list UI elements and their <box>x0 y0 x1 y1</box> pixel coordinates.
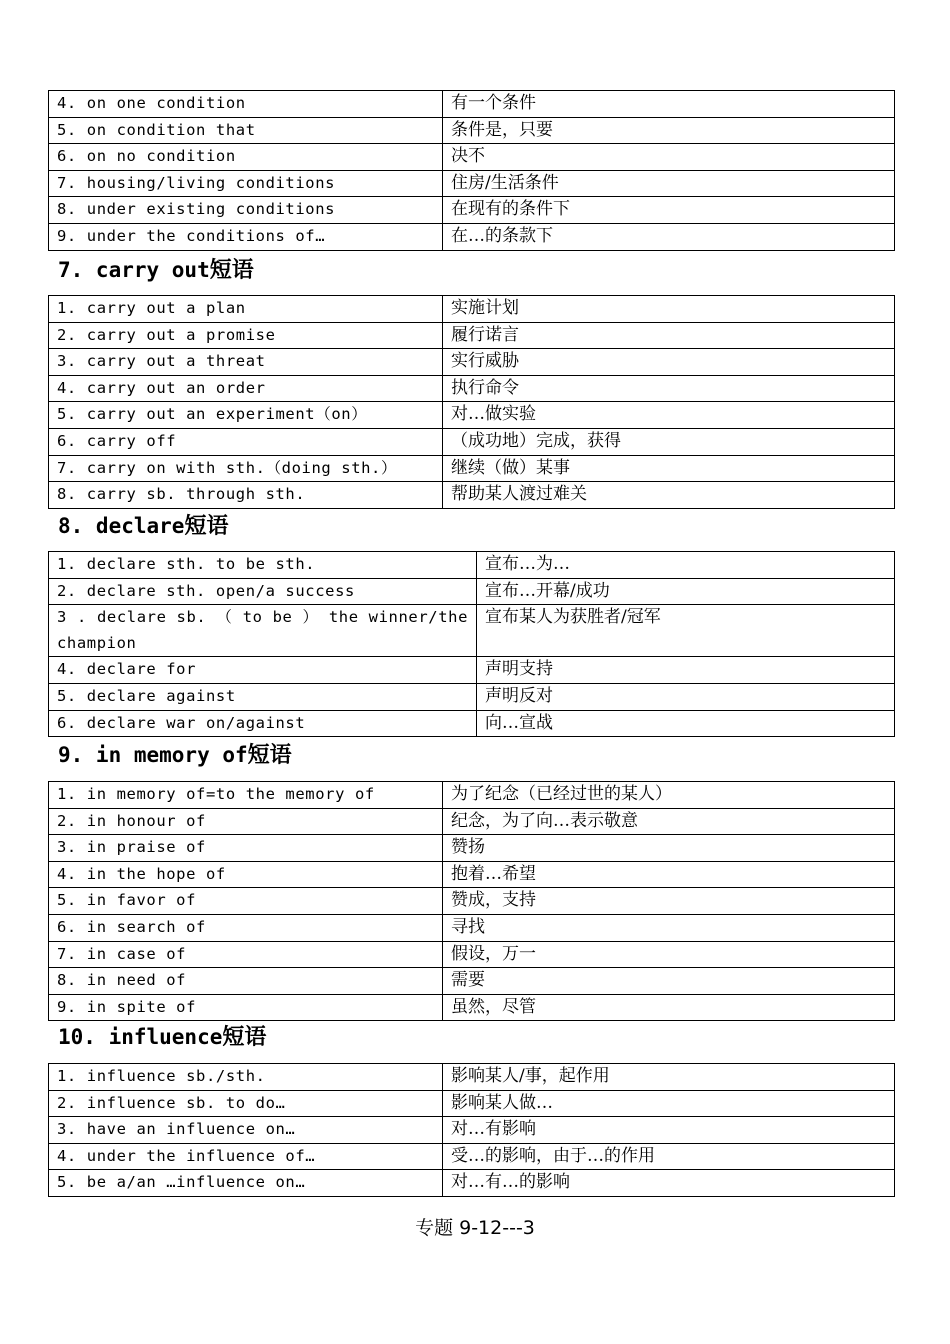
phrase-zh: 影响某人做… <box>443 1090 895 1117</box>
phrase-en: 2. carry out a promise <box>49 322 443 349</box>
phrase-zh: 抱着…希望 <box>443 861 895 888</box>
phrase-zh: 在…的条款下 <box>443 223 895 250</box>
section-heading-in-memory-of <box>58 741 292 769</box>
phrase-zh: 对…做实验 <box>443 402 895 429</box>
carry-out-phrase-table <box>48 295 895 509</box>
table-row <box>49 782 895 809</box>
table-row <box>49 861 895 888</box>
section-heading-declare <box>58 512 228 540</box>
phrase-en: 2. declare sth. open/a success <box>49 578 477 605</box>
table-row <box>49 808 895 835</box>
phrase-en: 2. in honour of <box>49 808 443 835</box>
phrase-en: 8. under existing conditions <box>49 197 443 224</box>
table-row <box>49 170 895 197</box>
table-row <box>49 1143 895 1170</box>
table-row <box>49 197 895 224</box>
phrase-en: 4. carry out an order <box>49 375 443 402</box>
table-row <box>49 375 895 402</box>
phrase-zh: 有一个条件 <box>443 91 895 118</box>
table-row <box>49 552 895 579</box>
phrase-en: 7. housing/living conditions <box>49 170 443 197</box>
phrase-zh: 向…宣战 <box>477 710 895 737</box>
table-row <box>49 428 895 455</box>
table-row <box>49 1064 895 1091</box>
phrase-en: 8. in need of <box>49 968 443 995</box>
phrase-en: 5. on condition that <box>49 117 443 144</box>
phrase-en: 5. in favor of <box>49 888 443 915</box>
table-row <box>49 914 895 941</box>
phrase-zh: 住房/生活条件 <box>443 170 895 197</box>
table-row <box>49 605 895 657</box>
phrase-zh: 决不 <box>443 144 895 171</box>
declare-phrase-table <box>48 551 895 737</box>
section-title: 8. declare <box>58 514 185 538</box>
table-row <box>49 657 895 684</box>
phrase-zh: 实行威胁 <box>443 349 895 376</box>
page-footer: 专题 9-12---3 <box>415 1217 535 1239</box>
phrase-en: 4. declare for <box>49 657 477 684</box>
phrase-zh: 声明反对 <box>477 683 895 710</box>
phrase-en: 6. declare war on/against <box>49 710 477 737</box>
phrase-zh: 赞成，支持 <box>443 888 895 915</box>
section-heading-influence <box>58 1023 266 1051</box>
phrase-en: 9. under the conditions of… <box>49 223 443 250</box>
phrase-en: 7. carry on with sth.（doing sth.） <box>49 455 443 482</box>
phrase-zh: （成功地）完成，获得 <box>443 428 895 455</box>
phrase-zh: 执行命令 <box>443 375 895 402</box>
phrase-en: 3 . declare sb. （ to be ） the winner/the champion <box>49 605 477 657</box>
phrase-en: 4. on one condition <box>49 91 443 118</box>
section-heading-carry-out <box>58 256 254 284</box>
table-row <box>49 455 895 482</box>
phrase-zh: 对…有影响 <box>443 1117 895 1144</box>
phrase-zh: 实施计划 <box>443 296 895 323</box>
section-title-zh: 短语 <box>222 1024 267 1050</box>
phrase-zh: 帮助某人渡过难关 <box>443 482 895 509</box>
phrase-en: 6. on no condition <box>49 144 443 171</box>
section-title: 10. influence <box>58 1025 223 1049</box>
phrase-en: 3. in praise of <box>49 835 443 862</box>
section-title-zh: 短语 <box>184 513 229 539</box>
phrase-zh: 宣布…开幕/成功 <box>477 578 895 605</box>
phrase-zh: 为了纪念（已经过世的某人） <box>443 782 895 809</box>
phrase-zh: 影响某人/事，起作用 <box>443 1064 895 1091</box>
phrase-en: 1. influence sb./sth. <box>49 1064 443 1091</box>
table-row <box>49 888 895 915</box>
phrase-zh: 在现有的条件下 <box>443 197 895 224</box>
table-row <box>49 117 895 144</box>
phrase-zh: 需要 <box>443 968 895 995</box>
table-row <box>49 402 895 429</box>
table-row <box>49 223 895 250</box>
phrase-zh: 对…有…的影响 <box>443 1170 895 1197</box>
table-row <box>49 1090 895 1117</box>
phrase-zh: 纪念，为了向…表示敬意 <box>443 808 895 835</box>
table-row <box>49 322 895 349</box>
phrase-en: 3. carry out a threat <box>49 349 443 376</box>
table-row <box>49 1117 895 1144</box>
table-row <box>49 296 895 323</box>
phrase-zh: 虽然，尽管 <box>443 994 895 1021</box>
table-row <box>49 144 895 171</box>
phrase-en: 5. be a/an …influence on… <box>49 1170 443 1197</box>
phrase-zh: 条件是，只要 <box>443 117 895 144</box>
phrase-en: 4. under the influence of… <box>49 1143 443 1170</box>
table-row <box>49 578 895 605</box>
phrase-zh: 宣布某人为获胜者/冠军 <box>477 605 895 657</box>
phrase-zh: 赞扬 <box>443 835 895 862</box>
section-title-zh: 短语 <box>247 742 292 768</box>
phrase-zh: 继续（做）某事 <box>443 455 895 482</box>
phrase-en: 1. in memory of=to the memory of <box>49 782 443 809</box>
table-row <box>49 349 895 376</box>
phrase-en: 2. influence sb. to do… <box>49 1090 443 1117</box>
phrase-en: 7. in case of <box>49 941 443 968</box>
phrase-en: 8. carry sb. through sth. <box>49 482 443 509</box>
phrase-en: 9. in spite of <box>49 994 443 1021</box>
section-title-zh: 短语 <box>209 257 254 283</box>
phrase-en: 3. have an influence on… <box>49 1117 443 1144</box>
table-row <box>49 482 895 509</box>
phrase-en: 4. in the hope of <box>49 861 443 888</box>
table-row <box>49 710 895 737</box>
phrase-en: 5. carry out an experiment（on） <box>49 402 443 429</box>
table-row <box>49 683 895 710</box>
phrase-zh: 宣布…为… <box>477 552 895 579</box>
phrase-en: 6. carry off <box>49 428 443 455</box>
table-row <box>49 994 895 1021</box>
influence-phrase-table <box>48 1063 895 1197</box>
conditions-phrase-table <box>48 90 895 251</box>
section-title: 9. in memory of <box>58 743 248 767</box>
in-memory-of-phrase-table <box>48 781 895 1021</box>
table-row <box>49 941 895 968</box>
phrase-en: 1. declare sth. to be sth. <box>49 552 477 579</box>
phrase-en: 5. declare against <box>49 683 477 710</box>
table-row <box>49 1170 895 1197</box>
table-row <box>49 835 895 862</box>
phrase-zh: 声明支持 <box>477 657 895 684</box>
phrase-en: 6. in search of <box>49 914 443 941</box>
table-row <box>49 91 895 118</box>
phrase-zh: 履行诺言 <box>443 322 895 349</box>
phrase-zh: 寻找 <box>443 914 895 941</box>
phrase-zh: 假设，万一 <box>443 941 895 968</box>
table-row <box>49 968 895 995</box>
phrase-en: 1. carry out a plan <box>49 296 443 323</box>
section-title: 7. carry out <box>58 258 210 282</box>
phrase-zh: 受…的影响，由于…的作用 <box>443 1143 895 1170</box>
